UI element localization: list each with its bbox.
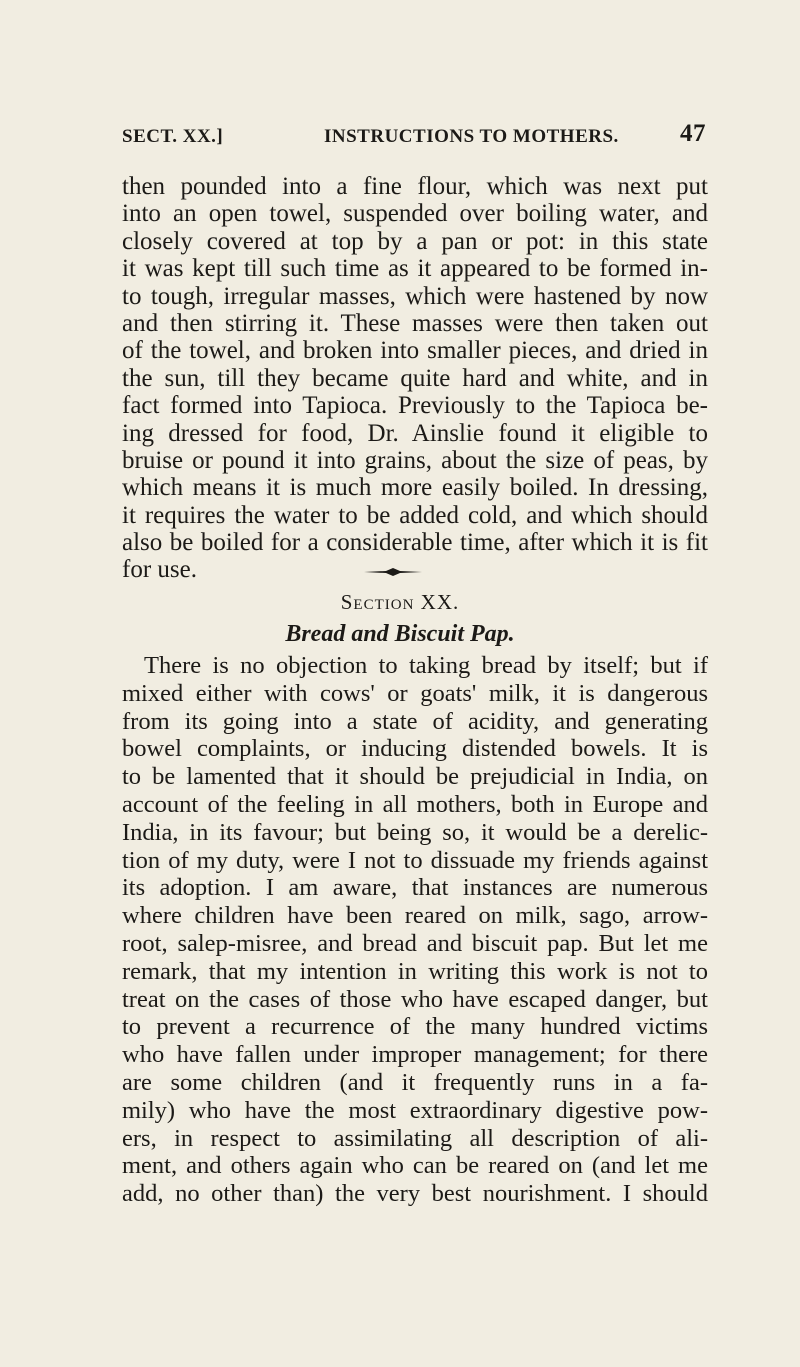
text-line: closely covered at top by a pan or pot: in this state — [122, 227, 708, 255]
text-line: to be lamented that it should be prejudicial in India, on — [122, 763, 708, 791]
subheading: Bread and Biscuit Pap. — [285, 621, 515, 647]
text-line: are some children (and it frequently runs in a fa- — [122, 1068, 708, 1096]
text-line: remark, that my intention in writing this work is not to — [122, 957, 708, 985]
text-line: then pounded into a fine flour, which was next put — [122, 173, 708, 200]
text-line: the sun, till they became quite hard and white, and in — [122, 364, 708, 392]
text-line: it requires the water to be added cold, and which should — [122, 501, 708, 529]
running-head — [122, 120, 706, 156]
text-line: ing dressed for food, Dr. Ainslie found it eligible to — [122, 419, 708, 447]
text-line: of the towel, and broken into smaller pieces, and dried in — [122, 337, 708, 365]
text-line: tion of my duty, were I not to dissuade my friends against — [122, 846, 708, 874]
text-line: mixed either with cows' or goats' milk, it is dangerous — [122, 679, 708, 707]
text-line: into an open towel, suspended over boiling water, and — [122, 200, 708, 228]
text-line: bowel complaints, or inducing distended bowels. It is — [122, 735, 708, 763]
text-line: to prevent a recurrence of the many hundred victims — [122, 1013, 708, 1041]
text-line: who have fallen under improper management; for there — [122, 1041, 708, 1069]
text-line: ers, in respect to assimilating all description of ali- — [122, 1124, 708, 1152]
text-line: bruise or pound it into grains, about the size of peas, by — [122, 446, 708, 474]
text-line: There is no objection to taking bread by itself; but if — [144, 652, 708, 679]
text-line: it was kept till such time as it appeared to be formed in- — [122, 255, 708, 283]
section-divider-ornament — [362, 567, 424, 577]
paragraph-tapioca — [122, 173, 708, 584]
text-line: for use. — [122, 556, 197, 584]
paragraph-bread-pap — [122, 652, 708, 1208]
section-marker: SECT. XX.] — [122, 126, 224, 147]
text-line: fact formed into Tapioca. Previously to the Tapioca be- — [122, 392, 708, 420]
page-number: 47 — [680, 120, 706, 147]
text-line: add, no other than) the very best nourishment. I should — [122, 1180, 708, 1208]
section-heading: Section XX. — [340, 590, 460, 614]
text-line: also be boiled for a considerable time, after which it is fit — [122, 529, 708, 557]
text-line: ment, and others again who can be reared on (and let me — [122, 1152, 708, 1180]
text-line: its adoption. I am aware, that instances are numerous — [122, 874, 708, 902]
text-line: from its going into a state of acidity, and generating — [122, 707, 708, 735]
text-line: account of the feeling in all mothers, both in Europe and — [122, 790, 708, 818]
text-line: which means it is much more easily boiled. In dressing, — [122, 474, 708, 502]
text-line: where children have been reared on milk, sago, arrow- — [122, 902, 708, 930]
text-line: India, in its favour; but being so, it would be a derelic- — [122, 818, 708, 846]
text-line: treat on the cases of those who have escaped danger, but — [122, 985, 708, 1013]
text-line: mily) who have the most extraordinary digestive pow- — [122, 1096, 708, 1124]
text-line: and then stirring it. These masses were then taken out — [122, 309, 708, 337]
text-line: to tough, irregular masses, which were hastened by now — [122, 282, 708, 310]
text-line: root, salep-misree, and bread and biscuit pap. But let me — [122, 929, 708, 957]
running-title: INSTRUCTIONS TO MOTHERS. — [324, 126, 619, 147]
